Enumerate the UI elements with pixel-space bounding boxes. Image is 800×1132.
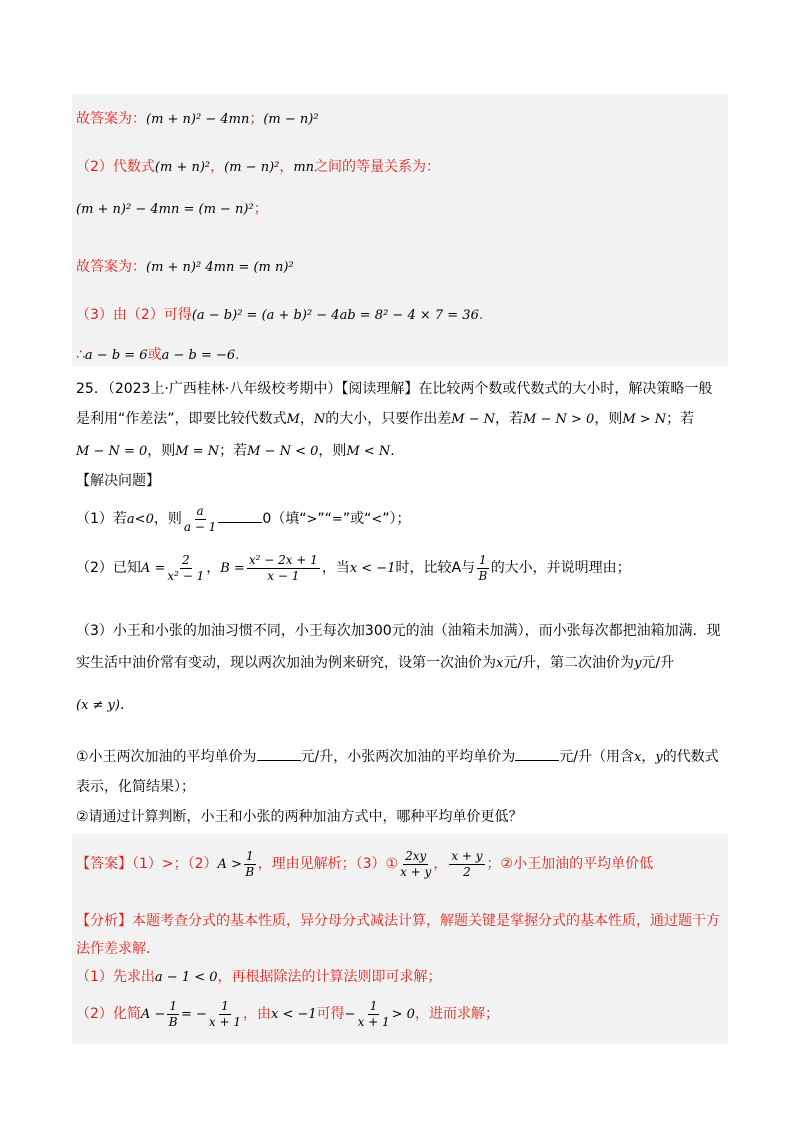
fraction: $\frac{2xy}{x + y}$ (400, 848, 432, 879)
question-25-line-1: 25．（2023上·广西桂林·八年级校考期中）【阅读理解】在比较两个数或代数式的大小时，解决策略一般 (76, 381, 713, 397)
answer-line: 【答案】（1）>；（2）A > $\frac{1}{B}$ ，理由见解析；（3）① $\frac{2xy}{x + y}$ ， $\frac{x + y}{2}$ ；②小王加油的平均单价低 (76, 848, 654, 879)
question-25-part-3-line-3: (x ≠ y). (76, 697, 125, 713)
fraction: $\frac{1}{B}$ (478, 552, 488, 583)
answer-line-4: 故答案为：(m + n)² 4mn = (m n)² (76, 259, 294, 275)
question-25-line-2: 是利用“作差法”，即要比较代数式M，N的大小，只要作出差M − N，若M − N > 0，则M > N；若 (76, 411, 695, 427)
question-25-line-3: M − N = 0，则M = N；若M − N < 0，则M < N. (76, 443, 395, 459)
answer-line-5: （3）由（2）可得(a − b)² = (a + b)² − 4ab = 8² − 4 × 7 = 36. (76, 307, 484, 323)
fraction: $\frac{\text{x² − 2x + 1}}{x - 1}$ (248, 552, 318, 583)
question-25-part-3-line-1: （3）小王和小张的加油习惯不同，小王每次加300元的油（油箱未加满），而小张每次都把油箱加满．现 (76, 623, 721, 639)
fraction: $\frac{1}{B}$ (168, 998, 178, 1029)
math-expr: (m − n)² (263, 112, 319, 127)
sub-question-1-line-2: 表示，化简结果）； (76, 779, 195, 795)
answer-blank[interactable] (515, 746, 559, 761)
answer-blank[interactable] (218, 508, 262, 523)
fraction: $\frac{1}{x + 1}$ (357, 998, 390, 1029)
question-25-part-2: （2）已知A = $\frac{2}{\text{x² − 1}}$ ，B = $\frac{\text{x² − 2x + 1}}{x - 1}$ ，当x < −1时，比较A与 $\frac{1}{B}$ 的大小，并说明理由； (76, 552, 631, 583)
question-25-part-1: （1）若a<0，则 $\frac{a}{a - 1}$ 0（填“>”“=”或“<”）； (76, 503, 411, 534)
analysis-line-4: （2）化简A − $\frac{1}{B}$ = − $\frac{1}{x + 1}$ ，由x < −1可得− $\frac{1}{x + 1}$ > 0，进而求解； (76, 998, 499, 1029)
fraction: $\frac{2}{\text{x² − 1}}$ (167, 552, 205, 583)
question-25-part-3-line-2: 实生活中油价常有变动，现以两次加油为例来研究，设第一次油价为x元/升，第二次油价为y元/升 (76, 655, 675, 671)
fraction: $\frac{a}{a - 1}$ (183, 503, 217, 534)
answer-line-3: (m + n)² − 4mn = (m − n)²； (76, 201, 268, 217)
answer-line-6: ∴a − b = 6或a − b = −6. (76, 347, 240, 363)
analysis-line-1: 【分析】本题考查分式的基本性质，异分母分式减法计算，解题关键是掌握分式的基本性质，通过题干方 (76, 913, 720, 929)
answer-line-1: 故答案为：(m + n)² − 4mn；(m − n)² (76, 111, 319, 127)
fraction: $\frac{1}{B}$ (245, 848, 255, 879)
sub-question-2: ②请通过计算判断，小王和小张的两种加油方式中，哪种平均单价更低？ (76, 809, 523, 825)
solve-problem-heading: 【解决问题】 (76, 473, 160, 489)
sub-question-1: ①小王两次加油的平均单价为 元/升，小张两次加油的平均单价为 元/升（用含x，y的代数式 (76, 746, 719, 769)
answer-line-2: （2）代数式(m + n)²，(m − n)²，mn之间的等量关系为： (76, 159, 441, 175)
fraction: $\frac{x + y}{2}$ (451, 848, 483, 879)
answer-blank[interactable] (257, 746, 301, 761)
fraction: $\frac{1}{x + 1}$ (208, 998, 241, 1029)
math-expr: (m + n)² − 4mn (146, 112, 250, 127)
analysis-line-3: （1）先求出a − 1 < 0，再根据除法的计算法则即可求解； (76, 969, 442, 985)
analysis-line-2: 法作差求解． (76, 941, 160, 957)
